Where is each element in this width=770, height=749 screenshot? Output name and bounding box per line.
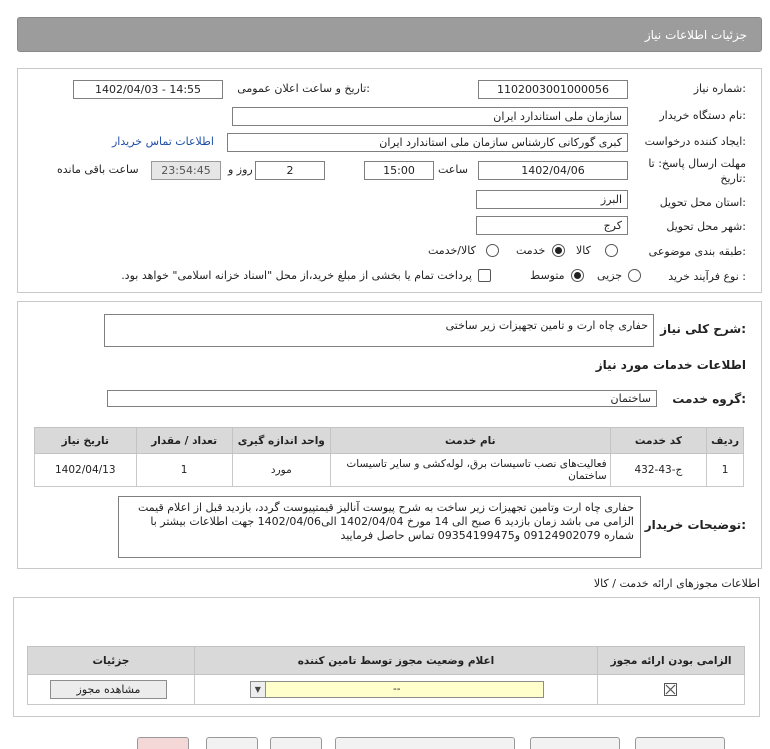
buyer-notes-label: توضیحات خریدار: [644,518,746,532]
col-need-date: تاریخ نیاز [35,428,137,454]
category-radio-goods[interactable] [605,244,618,257]
col-row-number: ردیف [707,428,744,454]
remaining-time-field: 23:54:45 [151,161,221,180]
table-row [35,454,744,487]
page-title: جزئیات اطلاعات نیاز [644,28,747,42]
cell-need-date: 1402/04/13 [35,454,137,487]
services-table-header [35,428,744,454]
col-permit-required: الزامی بودن ارائه مجوز [598,647,745,675]
cell-quantity: 1 [136,454,232,487]
category-radio-service[interactable] [552,244,565,257]
view-permit-button[interactable]: مشاهده مجوز [50,680,167,699]
cell-row-number: 1 [707,454,744,487]
category-option-goods-service: کالا/خدمت [428,244,476,257]
permit-status-value: -- [393,683,401,695]
bottom-button-3[interactable] [270,737,322,749]
service-group-label: گروه خدمت: [672,392,746,406]
cell-permit-status [194,675,597,705]
bottom-button-6[interactable] [635,737,725,749]
bottom-button-2[interactable] [206,737,258,749]
need-number-label: شماره نیاز: [693,82,746,95]
need-number-field[interactable]: 1102003001000056 [478,80,628,99]
city-field[interactable]: کرج [476,216,628,235]
col-permit-details: جزئیات [28,647,195,675]
deadline-time-label: ساعت [438,163,468,176]
treasury-payment-checkbox[interactable] [478,269,491,282]
city-label: شهر محل تحویل: [666,220,746,233]
col-unit: واحد اندازه گیری [232,428,330,454]
bottom-button-4[interactable] [335,737,515,749]
table-row [28,675,745,705]
permit-required-checkbox [664,683,677,696]
cell-unit: مورد [232,454,330,487]
services-heading: اطلاعات خدمات مورد نیاز [595,358,746,372]
deadline-date-label: تاریخ: [720,172,746,185]
category-label: طبقه بندی موضوعی: [648,245,746,258]
cell-permit-details [28,675,195,705]
process-option-medium: متوسط [530,269,565,282]
days-label: روز و [228,163,253,176]
col-quantity: تعداد / مقدار [136,428,232,454]
cell-service-code: ج-43-432 [610,454,706,487]
announce-field[interactable]: 1402/04/03 - 14:55 [73,80,223,99]
deadline-time-field[interactable]: 15:00 [364,161,434,180]
deadline-date-field[interactable]: 1402/04/06 [478,161,628,180]
announce-label: تاریخ و ساعت اعلان عمومی: [237,82,370,95]
cell-permit-required [598,675,745,705]
services-table [34,427,744,487]
close-icon [664,683,677,696]
days-field[interactable]: 2 [255,161,325,180]
cell-service-name: فعالیت‌های نصب تاسیسات برق، لوله‌کشی و سایر تاسیسات ساختمان [330,454,610,487]
bottom-button-5[interactable] [530,737,620,749]
buyer-org-field[interactable]: سازمان ملی استاندارد ایران [232,107,628,126]
category-option-goods: کالا [576,244,591,257]
treasury-payment-note: پرداخت تمام یا بخشی از مبلغ خرید،از محل "اسناد خزانه اسلامی" خواهد بود. [121,269,472,282]
permits-heading: اطلاعات مجوزهای ارائه خدمت / کالا [593,577,760,590]
col-service-name: نام خدمت [330,428,610,454]
requester-label: ایجاد کننده درخواست: [644,135,746,148]
buyer-contact-link[interactable]: اطلاعات تماس خریدار [112,135,214,148]
page-header [17,17,762,52]
province-field[interactable]: البرز [476,190,628,209]
chevron-down-icon: ▼ [251,682,266,697]
buyer-org-label: نام دستگاه خریدار: [659,109,746,122]
need-summary-field[interactable]: حفاری چاه ارت و تامین تجهیزات زیر ساختی [104,314,654,347]
need-summary-label: شرح کلی نیاز: [660,322,746,336]
category-radio-goods-service[interactable] [486,244,499,257]
deadline-label: مهلت ارسال پاسخ: تا [648,157,746,170]
col-service-code: کد خدمت [610,428,706,454]
service-group-field[interactable]: ساختمان [107,390,657,407]
province-label: استان محل تحویل: [659,196,746,209]
buyer-notes-field[interactable]: حفاری چاه ارت وتامین تجهیزات زیر ساخت به شرح پیوست آنالیز قیمتپیوست گردد، بازدید قبل از اعلام قیمت الزامی می باشد زمان بازدید 6 صبح الی 14 مورخ 1402/04/04 الی1402/04/06 جهت اطلاعات بیشتر با شماره 09124902079 و09354199475 تماس حاصل فرمایید [118,496,641,558]
need-info-panel [17,68,762,293]
process-option-minor: جزیی [597,269,623,282]
permits-table-header [28,647,745,675]
requester-field[interactable]: کبری گورکانی کارشناس سازمان ملی استاندارد ایران [227,133,628,152]
remaining-time-label: ساعت باقی مانده [57,163,139,176]
process-radio-medium[interactable] [571,269,584,282]
bottom-button-1[interactable] [137,737,189,749]
permits-table [27,646,745,705]
permit-status-select[interactable] [250,681,544,698]
process-label: نوع فرآیند خرید : [668,270,746,283]
col-permit-status: اعلام وضعیت مجوز توسط تامین کننده [194,647,597,675]
category-option-service: خدمت [516,244,546,257]
process-radio-minor[interactable] [628,269,641,282]
